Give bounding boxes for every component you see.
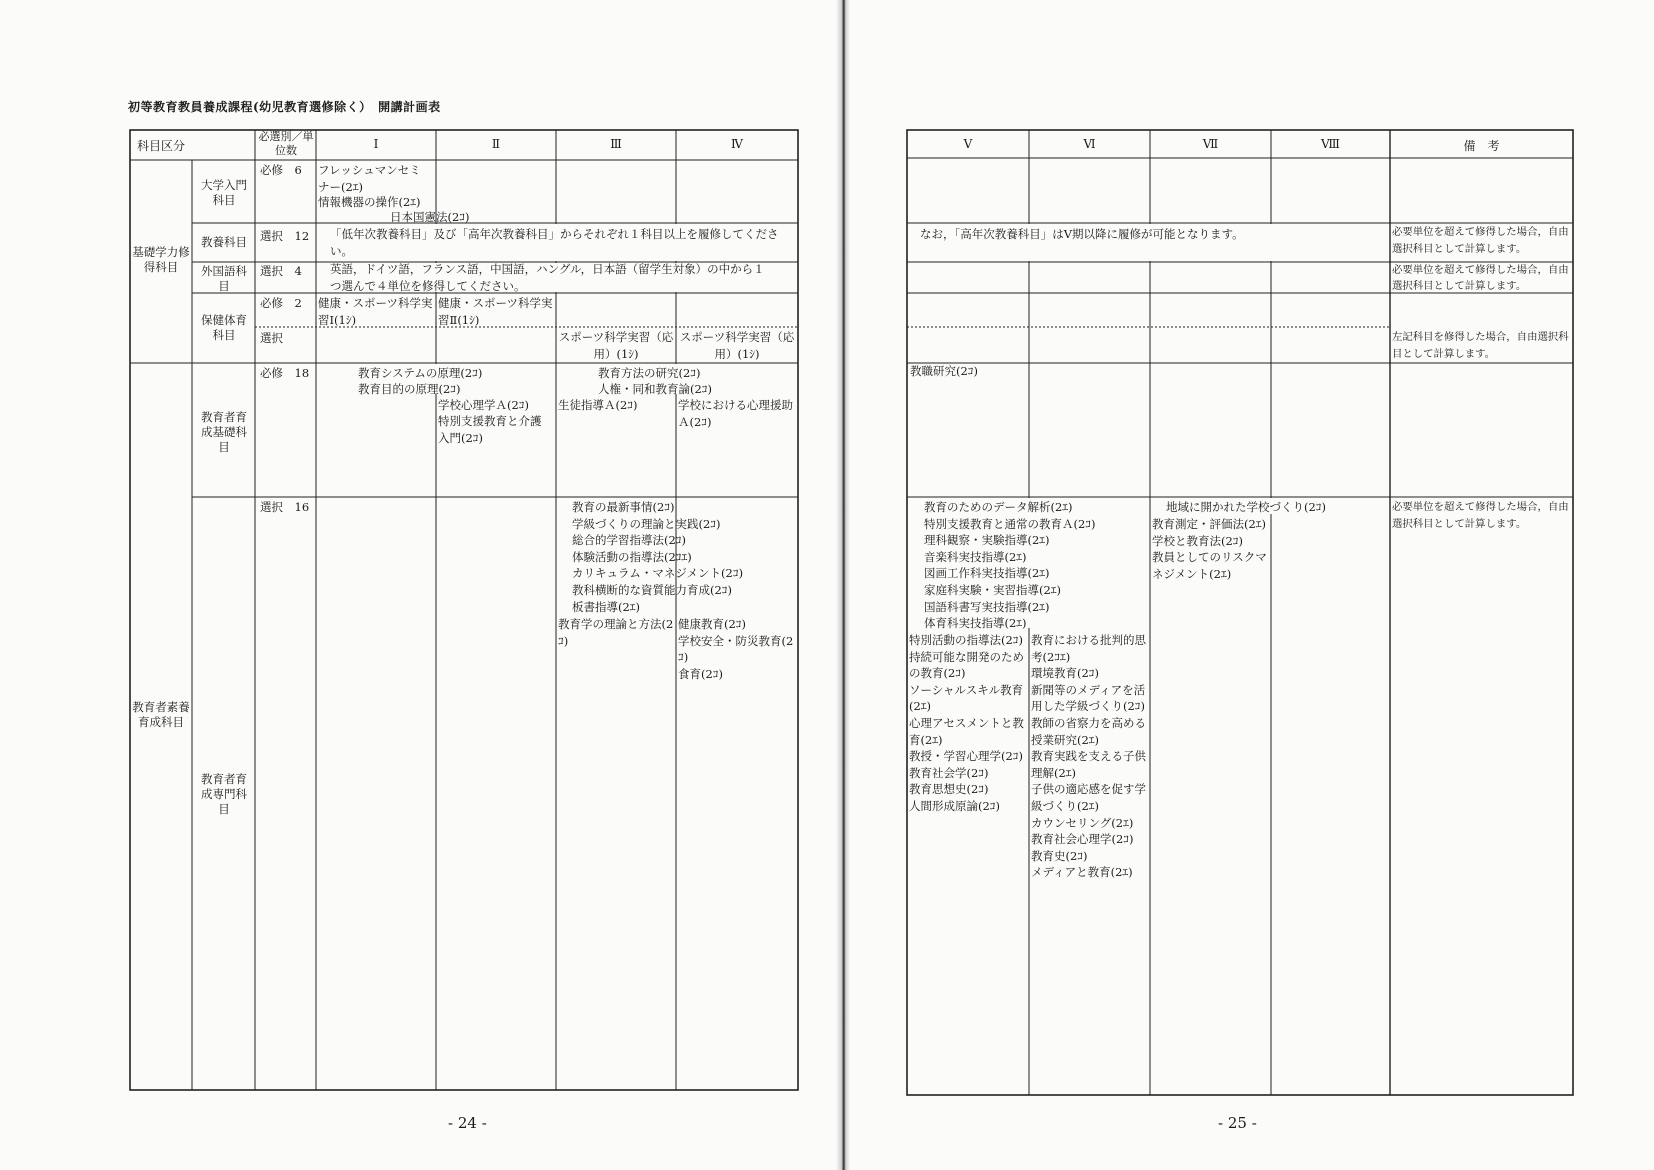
senmon-iii-list [572, 499, 743, 615]
course-tokubetsu-shien: 特別支援教育と介護入門(2ｺ) [438, 414, 542, 445]
list-item: 教育社会心理学(2ｺ) [1031, 832, 1134, 847]
list-item: 体育科実技指導(2ｴ) [924, 616, 1027, 631]
kyoyo-note: 「低年次教養科目」及び「高年次教養科目」からそれぞれ１科目以上を履修してください。 [330, 227, 779, 258]
sub-daigaku: 大学入門科目 [201, 178, 247, 207]
list-item: 板書指導(2ｴ) [572, 599, 641, 614]
req-gaikoku: 選択 4 [260, 264, 302, 278]
header-category: 科目区分 [136, 139, 185, 153]
header-term-5: Ⅴ [963, 137, 973, 151]
req-hoken-hisshu: 必修 2 [260, 296, 302, 310]
course-kyoiku-mokuteki: 教育目的の原理(2ｺ) [358, 382, 461, 396]
list-item: 環境教育(2ｺ) [1031, 666, 1100, 681]
course-chiiki-gakko: 地域に開かれた学校づくり(2ｺ) [1166, 500, 1327, 514]
list-item: 学校安全・防災教育(2ｺ) [678, 633, 794, 665]
remark-4: 必要単位を超えて修得した場合，自由選択科目として計算します。 [1392, 501, 1569, 530]
list-item: 音楽科実技指導(2ｴ) [924, 549, 1027, 564]
course-sports-4: スポーツ科学実習（応用）(1ｼ) [679, 330, 795, 361]
senmon-vii-list [1152, 516, 1269, 582]
list-item: 心理アセスメントと教育(2ｴ) [909, 715, 1024, 747]
header-term-2: Ⅱ [491, 137, 501, 151]
list-item: メディアと教育(2ｴ) [1031, 865, 1133, 880]
senmon-iv-list [678, 616, 796, 682]
list-item: 教育測定・評価法(2ｴ) [1152, 517, 1267, 531]
list-item: 国語科書写実技指導(2ｴ) [924, 599, 1050, 614]
header-term-8: Ⅷ [1321, 137, 1340, 151]
header-term-4: Ⅳ [731, 137, 743, 151]
req-hoken-sentaku: 選択 [260, 331, 283, 345]
list-item: 教育実践を支える子供理解(2ｴ) [1031, 749, 1146, 780]
list-item: 持続可能な開発のための教育(2ｺ) [909, 649, 1024, 681]
senmon-vi-list [1031, 632, 1148, 881]
list-item: 教育のためのデータ解析(2ｴ) [924, 500, 1073, 514]
remark-2: 必要単位を超えて修得した場合，自由選択科目として計算します。 [1392, 264, 1569, 292]
req-daigaku: 必修 6 [260, 163, 302, 177]
list-item: ソーシャルスキル教育(2ｴ) [909, 682, 1024, 714]
course-kenpo: 日本国憲法(2ｺ) [390, 210, 470, 224]
senmon-v-span-list [924, 499, 1096, 632]
list-item: 総合的学習指導法(2ｺ) [572, 533, 687, 548]
sub-kiso2: 教育者育成基礎科目 [201, 410, 247, 454]
list-item: 教師の省察力を高める授業研究(2ｴ) [1031, 715, 1146, 747]
group-kiso: 基礎学力修得科目 [132, 245, 190, 274]
remark-1: 必要単位を超えて修得した場合，自由選択科目として計算します。 [1392, 226, 1569, 255]
list-item: 健康教育(2ｺ) [678, 617, 747, 631]
remark-3: 左記科目を修得した場合，自由選択科目として計算します。 [1392, 331, 1569, 360]
list-item: 教育思想史(2ｺ) [909, 782, 989, 797]
course-jinken: 人権・同和教育論(2ｺ) [598, 382, 713, 396]
course-kyoikugaku: 教育学の理論と方法(2ｺ) [558, 617, 674, 648]
gaikoku-note: 英語，ドイツ語，フランス語，中国語，ハングル，日本語（留学生対象）の中から１つ選んで４単位を修得してください。 [330, 262, 765, 293]
course-kenko-1: 健康・スポーツ科学実習Ⅰ(1ｼ) [318, 296, 433, 327]
course-seito-shido: 生徒指導Ａ(2ｺ) [558, 398, 638, 412]
group-kyoiku: 教育者素養育成科目 [132, 700, 190, 729]
list-item: 教科横断的な資質能力育成(2ｺ) [572, 582, 733, 597]
header-remarks: 備 考 [1463, 139, 1500, 153]
sub-hoken: 保健体育科目 [201, 313, 247, 342]
list-item: カリキュラム・マネジメント(2ｺ) [572, 566, 744, 581]
sub-kyoyo: 教養科目 [201, 235, 247, 249]
page-number-left: - 24 - [448, 1114, 487, 1132]
header-term-1: Ⅰ [373, 137, 379, 151]
course-kyoiku-hoho: 教育方法の研究(2ｺ) [598, 366, 701, 380]
list-item: 特別活動の指導法(2ｺ) [909, 633, 1024, 647]
list-item: 教育社会学(2ｺ) [909, 765, 989, 780]
list-item: 家庭科実験・実習指導(2ｴ) [924, 582, 1062, 597]
course-kyoiku-system: 教育システムの原理(2ｺ) [358, 366, 483, 380]
header-term-3: Ⅲ [610, 137, 622, 151]
list-item: 理科観察・実験指導(2ｴ) [924, 533, 1050, 548]
list-item: 学校と教育法(2ｺ) [1152, 533, 1244, 548]
list-item: 教育の最新事情(2ｺ) [572, 500, 675, 514]
course-sports-3: スポーツ科学実習（応用）(1ｼ) [558, 330, 674, 361]
list-item: 教員としてのリスクマネジメント(2ｴ) [1152, 550, 1267, 581]
course-shinri-enjo: 学校における心理援助Ａ(2ｺ) [678, 398, 793, 429]
page-title: 初等教育教員養成課程(幼児教育選修除く） 開講計画表 [128, 100, 441, 114]
list-item: 教授・学習心理学(2ｺ) [909, 749, 1024, 764]
header-term-7: Ⅶ [1202, 137, 1219, 151]
list-item: 教育史(2ｺ) [1031, 848, 1088, 863]
course-freshman-seminar: フレッシュマンセミナー(2ｴ) [318, 163, 421, 194]
req-senmon: 選択 16 [260, 500, 310, 514]
list-item: 人間形成原論(2ｺ) [909, 798, 1001, 813]
list-item: 子供の適応感を促す学級づくり(2ｴ) [1031, 782, 1146, 813]
req-kiso2: 必修 18 [260, 366, 310, 380]
list-item: 体験活動の指導法(2ｺｴ) [572, 549, 692, 564]
course-gakko-shinri: 学校心理学Ａ(2ｺ) [438, 398, 530, 412]
list-item: 図画工作科実技指導(2ｴ) [924, 566, 1050, 581]
list-item: 教育における批判的思考(2ｺｴ) [1031, 633, 1146, 664]
page-number-right: - 25 - [1218, 1114, 1257, 1132]
senmon-v-list [909, 632, 1027, 815]
sub-gaikoku: 外国語科目 [201, 264, 247, 293]
course-kenko-2: 健康・スポーツ科学実習Ⅱ(1ｼ) [438, 296, 553, 327]
kyoyo-note-right: なお，「高年次教養科目」はⅤ期以降に履修が可能となります。 [920, 227, 1244, 241]
sub-senmon: 教育者育成専門科目 [201, 772, 247, 816]
course-kyoshoku-kenkyu: 教職研究(2ｺ) [910, 364, 979, 378]
header-term-6: Ⅵ [1083, 137, 1096, 151]
list-item: カウンセリング(2ｴ) [1031, 815, 1134, 830]
list-item: 新聞等のメディアを活用した学級づくり(2ｺ) [1031, 682, 1146, 714]
header-req: 必選別／単位数 [258, 130, 314, 157]
req-kyoyo: 選択 12 [260, 229, 310, 243]
list-item: 学級づくりの理論と実践(2ｺ) [572, 516, 721, 531]
list-item: 特別支援教育と通常の教育Ａ(2ｺ) [924, 516, 1096, 531]
course-joho: 情報機器の操作(2ｴ) [318, 195, 421, 209]
list-item: 食育(2ｺ) [678, 666, 724, 681]
